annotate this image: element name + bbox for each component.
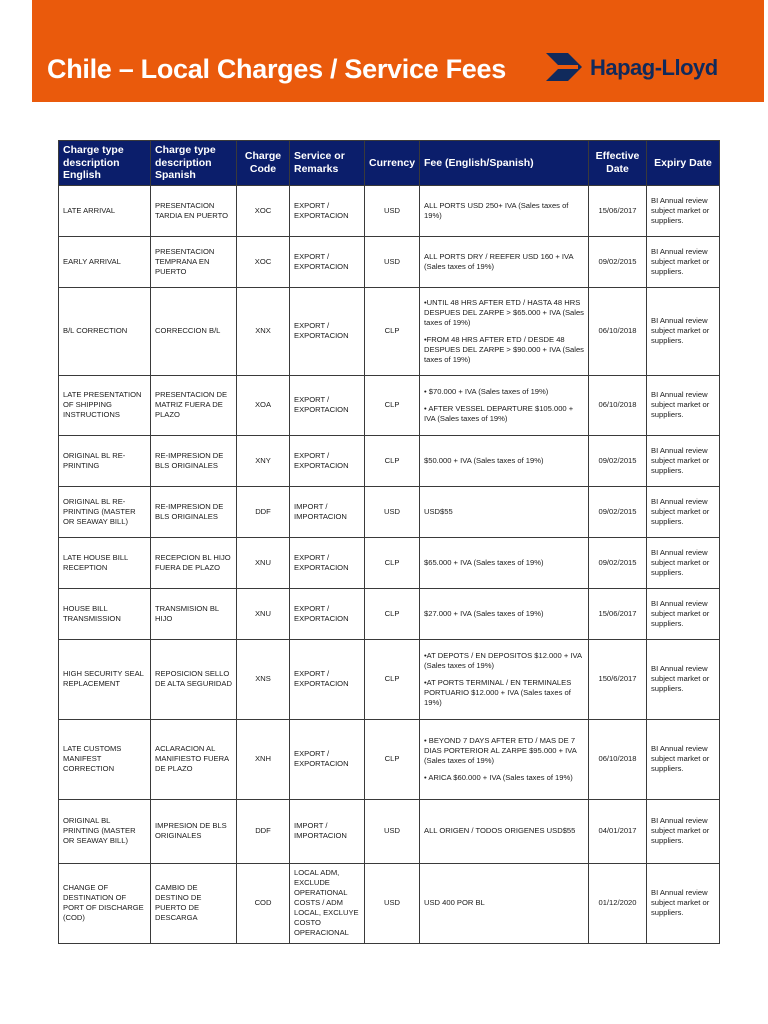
cell-currency: CLP: [365, 435, 420, 486]
fee-line: • $70.000 + IVA (Sales taxes of 19%): [424, 386, 549, 396]
cell-spanish: RE-IMPRESION DE BLS ORIGINALES: [151, 435, 237, 486]
cell-currency: CLP: [365, 537, 420, 588]
cell-spanish: IMPRESION DE BLS ORIGINALES: [151, 799, 237, 863]
cell-expiry: BI Annual review subject market or suppliers.: [647, 287, 720, 375]
column-header-fee: Fee (English/Spanish): [420, 141, 589, 186]
cell-spanish: PRESENTACION TEMPRANA EN PUERTO: [151, 236, 237, 287]
cell-english: LATE HOUSE BILL RECEPTION: [59, 537, 151, 588]
cell-effective-date: 09/02/2015: [589, 236, 647, 287]
cell-fee: [420, 863, 589, 943]
table-row: [59, 375, 720, 435]
table-row: [59, 185, 720, 236]
cell-effective-date: 09/02/2015: [589, 486, 647, 537]
cell-currency: CLP: [365, 375, 420, 435]
cell-english: B/L CORRECTION: [59, 287, 151, 375]
cell-fee: [420, 537, 589, 588]
fee-line: •FROM 48 HRS AFTER ETD / DESDE 48 DESPUES DEL ZARPE > $90.000 + IVA (Sales taxes of 19%): [424, 334, 584, 364]
table-row: [59, 537, 720, 588]
table-row: [59, 287, 720, 375]
cell-effective-date: 15/06/2017: [589, 588, 647, 639]
fee-line: $50.000 + IVA (Sales taxes of 19%): [424, 455, 544, 465]
cell-expiry: BI Annual review subject market or suppliers.: [647, 537, 720, 588]
cell-service: LOCAL ADM, EXCLUDE OPERATIONAL COSTS / ADM LOCAL, EXCLUYE COSTO OPERACIONAL: [290, 863, 365, 943]
cell-expiry: BI Annual review subject market or suppliers.: [647, 799, 720, 863]
cell-fee: [420, 236, 589, 287]
table-row: [59, 639, 720, 719]
cell-english: CHANGE OF DESTINATION OF PORT OF DISCHARGE (COD): [59, 863, 151, 943]
cell-fee: [420, 719, 589, 799]
fee-line: USD$55: [424, 506, 453, 516]
column-header-expiry-date: Expiry Date: [647, 141, 720, 186]
cell-spanish: ACLARACION AL MANIFIESTO FUERA DE PLAZO: [151, 719, 237, 799]
cell-code: XNH: [237, 719, 290, 799]
table-row: [59, 863, 720, 943]
cell-spanish: CORRECCION B/L: [151, 287, 237, 375]
fee-line: $27.000 + IVA (Sales taxes of 19%): [424, 608, 544, 618]
cell-english: HOUSE BILL TRANSMISSION: [59, 588, 151, 639]
fee-line: ALL ORIGEN / TODOS ORIGENES USD$55: [424, 826, 576, 835]
cell-service: EXPORT / EXPORTACION: [290, 537, 365, 588]
header-banner: [32, 0, 764, 102]
fee-line: •UNTIL 48 HRS AFTER ETD / HASTA 48 HRS DESPUES DEL ZARPE > $65.000 + IVA (Sales taxes of 19%): [424, 297, 584, 327]
cell-english: LATE CUSTOMS MANIFEST CORRECTION: [59, 719, 151, 799]
cell-currency: USD: [365, 799, 420, 863]
table-row: [59, 236, 720, 287]
cell-spanish: PRESENTACION TARDIA EN PUERTO: [151, 185, 237, 236]
cell-expiry: BI Annual review subject market or suppliers.: [647, 375, 720, 435]
fee-line: $65.000 + IVA (Sales taxes of 19%): [424, 557, 544, 567]
cell-english: ORIGINAL BL RE-PRINTING (MASTER OR SEAWAY BILL): [59, 486, 151, 537]
cell-currency: CLP: [365, 287, 420, 375]
cell-service: EXPORT / EXPORTACION: [290, 435, 365, 486]
cell-spanish: RECEPCION BL HIJO FUERA DE PLAZO: [151, 537, 237, 588]
cell-service: IMPORT / IMPORTACION: [290, 486, 365, 537]
table-row: [59, 486, 720, 537]
cell-expiry: BI Annual review subject market or suppliers.: [647, 588, 720, 639]
table-header-row: [59, 141, 720, 186]
page-title: Chile – Local Charges / Service Fees: [47, 54, 506, 84]
table-row: [59, 588, 720, 639]
cell-service: EXPORT / EXPORTACION: [290, 185, 365, 236]
cell-code: XNX: [237, 287, 290, 375]
cell-expiry: BI Annual review subject market or suppliers.: [647, 863, 720, 943]
cell-code: XOA: [237, 375, 290, 435]
column-header-currency: Currency: [365, 141, 420, 186]
cell-english: ORIGINAL BL PRINTING (MASTER OR SEAWAY BILL): [59, 799, 151, 863]
cell-code: XOC: [237, 236, 290, 287]
cell-currency: CLP: [365, 719, 420, 799]
cell-spanish: TRANSMISION BL HIJO: [151, 588, 237, 639]
column-header-english: Charge type description English: [59, 141, 151, 186]
cell-service: EXPORT / EXPORTACION: [290, 639, 365, 719]
fee-line: ALL PORTS USD 250+ IVA (Sales taxes of 19%): [424, 200, 569, 220]
cell-code: XNU: [237, 588, 290, 639]
cell-service: EXPORT / EXPORTACION: [290, 375, 365, 435]
fee-line: ALL PORTS DRY / REEFER USD 160 + IVA (Sales taxes of 19%): [424, 251, 574, 271]
cell-effective-date: 06/10/2018: [589, 287, 647, 375]
cell-currency: USD: [365, 486, 420, 537]
cell-service: EXPORT / EXPORTACION: [290, 719, 365, 799]
cell-effective-date: 09/02/2015: [589, 537, 647, 588]
cell-expiry: BI Annual review subject market or suppliers.: [647, 236, 720, 287]
cell-code: DDF: [237, 799, 290, 863]
cell-service: EXPORT / EXPORTACION: [290, 588, 365, 639]
cell-fee: [420, 799, 589, 863]
cell-english: EARLY ARRIVAL: [59, 236, 151, 287]
cell-currency: USD: [365, 863, 420, 943]
column-header-code: Charge Code: [237, 141, 290, 186]
cell-expiry: BI Annual review subject market or suppliers.: [647, 185, 720, 236]
cell-expiry: BI Annual review subject market or suppliers.: [647, 486, 720, 537]
cell-expiry: BI Annual review subject market or suppliers.: [647, 435, 720, 486]
cell-english: LATE ARRIVAL: [59, 185, 151, 236]
cell-effective-date: 09/02/2015: [589, 435, 647, 486]
cell-expiry: BI Annual review subject market or suppliers.: [647, 639, 720, 719]
cell-spanish: PRESENTACION DE MATRIZ FUERA DE PLAZO: [151, 375, 237, 435]
cell-english: ORIGINAL BL RE-PRINTING: [59, 435, 151, 486]
cell-fee: [420, 185, 589, 236]
column-header-spanish: Charge type description Spanish: [151, 141, 237, 186]
hapag-lloyd-logo: [538, 52, 758, 88]
table-row: [59, 719, 720, 799]
cell-code: XNU: [237, 537, 290, 588]
fee-line: • AFTER VESSEL DEPARTURE $105.000 + IVA (Sales taxes of 19%): [424, 403, 574, 423]
cell-expiry: BI Annual review subject market or suppliers.: [647, 719, 720, 799]
fee-line: USD 400 POR BL: [424, 898, 485, 907]
cell-code: XOC: [237, 185, 290, 236]
cell-code: XNS: [237, 639, 290, 719]
fee-line: •AT DEPOTS / EN DEPOSITOS $12.000 + IVA (Sales taxes of 19%): [424, 650, 582, 670]
cell-english: LATE PRESENTATION OF SHIPPING INSTRUCTIONS: [59, 375, 151, 435]
cell-currency: CLP: [365, 639, 420, 719]
cell-spanish: RE-IMPRESION DE BLS ORIGINALES: [151, 486, 237, 537]
cell-currency: USD: [365, 236, 420, 287]
fee-line: • BEYOND 7 DAYS AFTER ETD / MAS DE 7 DIAS PORTERIOR AL ZARPE $95.000 + IVA (Sales taxes of 19%): [424, 735, 577, 765]
column-header-effective-date: Effective Date: [589, 141, 647, 186]
cell-spanish: REPOSICION SELLO DE ALTA SEGURIDAD: [151, 639, 237, 719]
cell-code: DDF: [237, 486, 290, 537]
cell-code: COD: [237, 863, 290, 943]
cell-fee: [420, 588, 589, 639]
cell-fee: [420, 375, 589, 435]
cell-effective-date: 01/12/2020: [589, 863, 647, 943]
cell-effective-date: 150/6/2017: [589, 639, 647, 719]
column-header-service: Service or Remarks: [290, 141, 365, 186]
cell-spanish: CAMBIO DE DESTINO DE PUERTO DE DESCARGA: [151, 863, 237, 943]
cell-fee: [420, 486, 589, 537]
cell-english: HIGH SECURITY SEAL REPLACEMENT: [59, 639, 151, 719]
table-row: [59, 435, 720, 486]
cell-currency: CLP: [365, 588, 420, 639]
cell-fee: [420, 639, 589, 719]
cell-effective-date: 06/10/2018: [589, 375, 647, 435]
logo-text: Hapag-Lloyd: [590, 55, 718, 80]
cell-fee: [420, 287, 589, 375]
cell-service: EXPORT / EXPORTACION: [290, 236, 365, 287]
fee-line: • ARICA $60.000 + IVA (Sales taxes of 19%): [424, 772, 573, 782]
cell-code: XNY: [237, 435, 290, 486]
cell-service: IMPORT / IMPORTACION: [290, 799, 365, 863]
cell-currency: USD: [365, 185, 420, 236]
cell-effective-date: 06/10/2018: [589, 719, 647, 799]
table-row: [59, 799, 720, 863]
hapag-lloyd-emblem-icon: [538, 52, 586, 82]
local-charges-table: [58, 140, 720, 944]
cell-effective-date: 15/06/2017: [589, 185, 647, 236]
fee-line: •AT PORTS TERMINAL / EN TERMINALES PORTUARIO $12.000 + IVA (Sales taxes of 19%): [424, 677, 572, 707]
cell-service: EXPORT / EXPORTACION: [290, 287, 365, 375]
cell-effective-date: 04/01/2017: [589, 799, 647, 863]
cell-fee: [420, 435, 589, 486]
